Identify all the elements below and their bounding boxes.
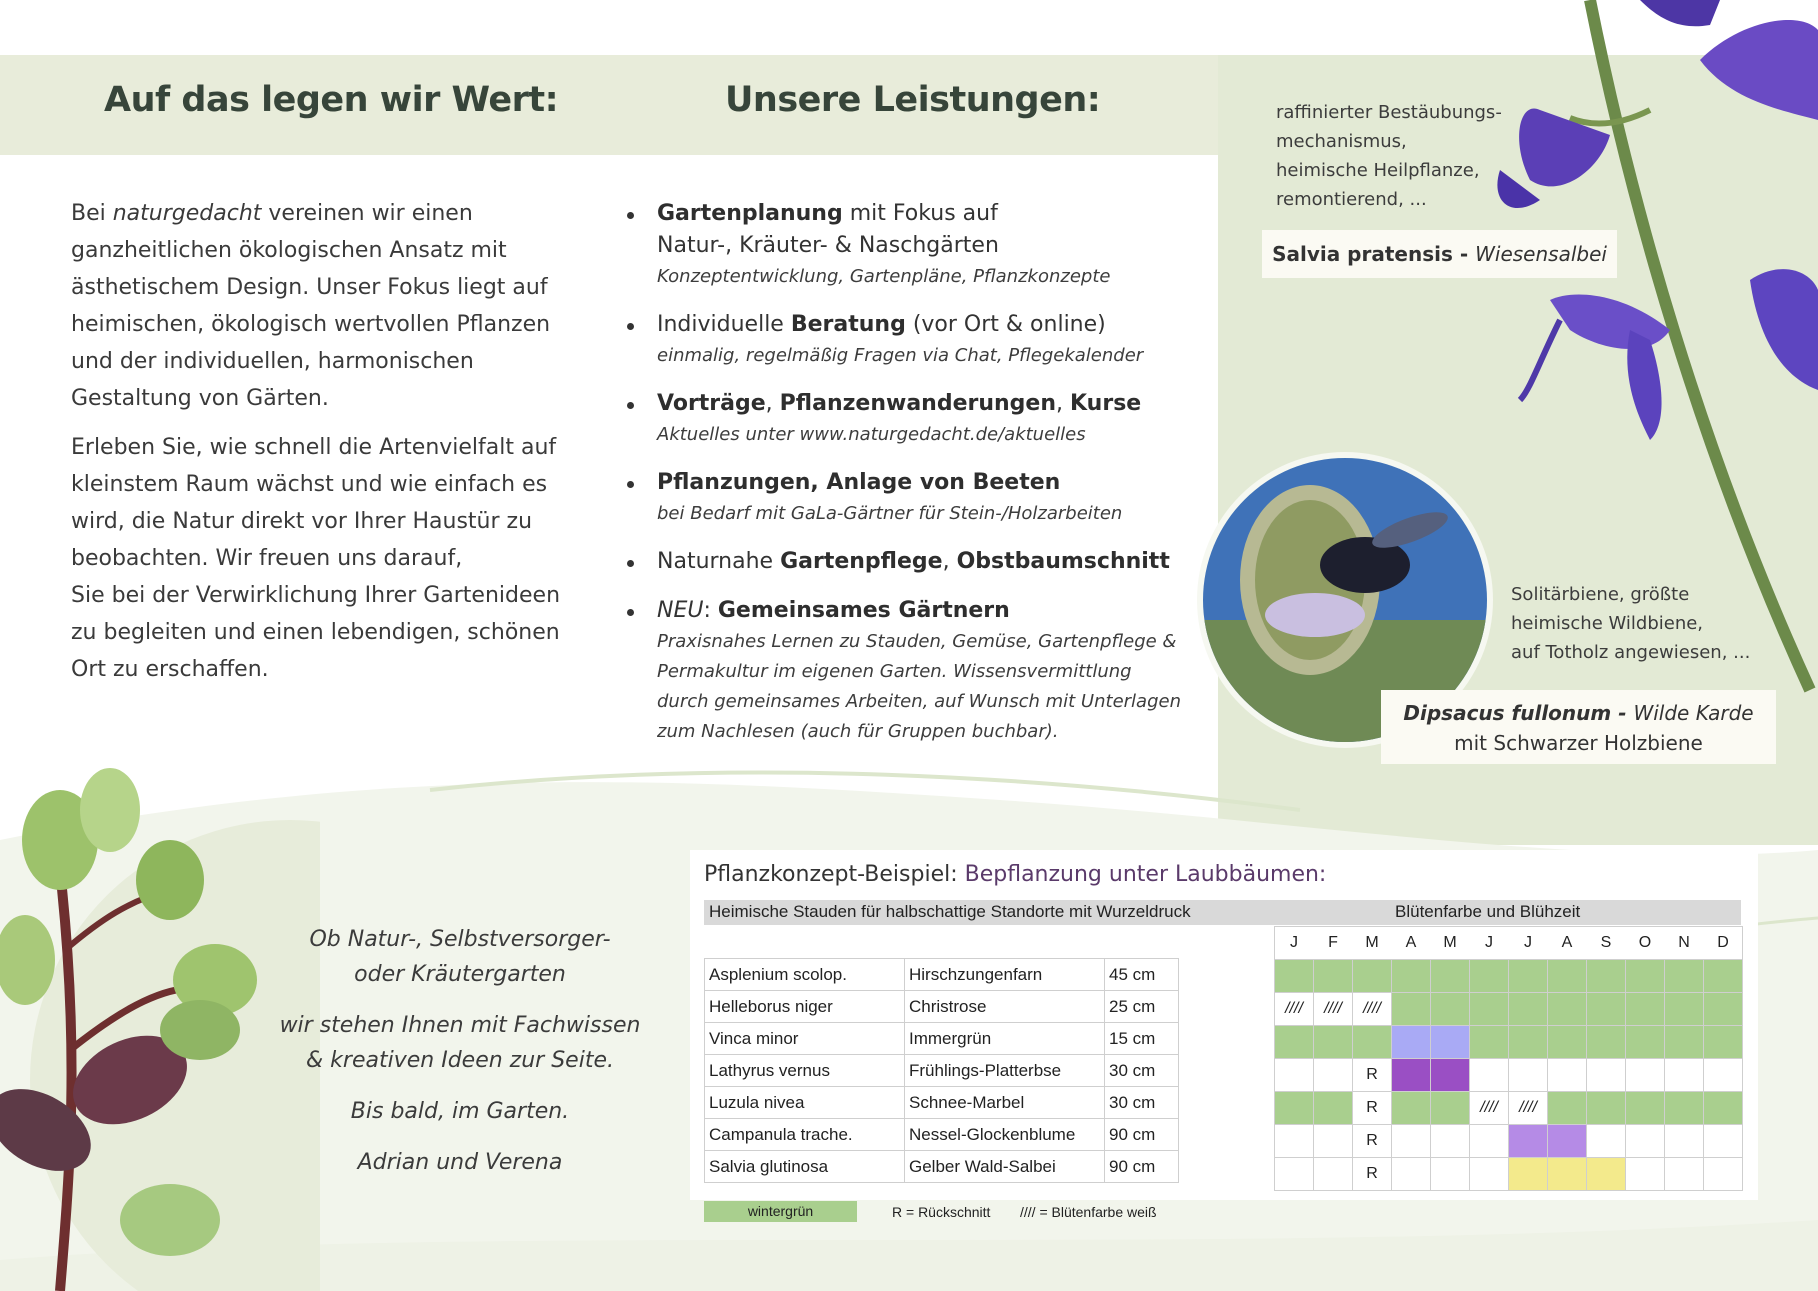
- service-item: [625, 198, 1185, 292]
- calendar-cell: [1704, 1026, 1742, 1058]
- service-title: Gartenplanung: [657, 201, 843, 226]
- calendar-cell: [1665, 1125, 1703, 1157]
- service-title: Kurse: [1070, 391, 1142, 416]
- calendar-cell: [1704, 1059, 1742, 1091]
- note-line: mechanismus,: [1276, 131, 1407, 152]
- values-heading: Auf das legen wir Wert:: [104, 80, 559, 120]
- table-cell-german: Frühlings-Platterbse: [905, 1055, 1105, 1087]
- table-row: [705, 991, 1179, 1023]
- calendar-cell: [1314, 1092, 1352, 1124]
- calendar-cell: [1704, 1158, 1742, 1190]
- calendar-cell: [1431, 1059, 1469, 1091]
- service-title: Pflanzenwanderungen: [779, 391, 1057, 416]
- calendar-cell: ////: [1470, 1092, 1508, 1124]
- calendar-cell: [1431, 1026, 1469, 1058]
- salvia-note: [1276, 98, 1502, 214]
- table-cell-height: 30 cm: [1105, 1087, 1179, 1119]
- table-cell-height: 25 cm: [1105, 991, 1179, 1023]
- table-cell-german: Christrose: [905, 991, 1105, 1023]
- calendar-cell: [1431, 960, 1469, 992]
- calendar-cell: [1704, 993, 1742, 1025]
- calendar-cell: [1392, 1092, 1430, 1124]
- legend-white: //// = Blütenfarbe weiß: [1020, 1204, 1157, 1220]
- calendar-cell: [1704, 1125, 1742, 1157]
- calendar-cell: [1548, 993, 1586, 1025]
- quote-paragraph: [270, 1008, 650, 1078]
- calendar-cell: [1665, 1158, 1703, 1190]
- calendar-cell: [1626, 993, 1664, 1025]
- month-header: [1274, 926, 1743, 960]
- month-label: S: [1587, 927, 1625, 959]
- calendar-cell: [1509, 1026, 1547, 1058]
- service-text: (vor Ort & online): [905, 312, 1106, 337]
- calendar-cell: [1470, 993, 1508, 1025]
- quote-line: & kreativen Ideen zur Seite.: [306, 1048, 614, 1073]
- calendar-cell: [1392, 1059, 1430, 1091]
- caption-line: mit Schwarzer Holzbiene: [1454, 731, 1703, 755]
- service-separator: :: [703, 598, 718, 623]
- quote-line: wir stehen Ihnen mit Fachwissen: [279, 1013, 641, 1038]
- calendar-cell: [1392, 1026, 1430, 1058]
- table-row: [705, 959, 1179, 991]
- calendar-cell: ////: [1314, 993, 1352, 1025]
- plant-table-body: [704, 958, 1179, 1183]
- plant-concept-title: [704, 862, 1326, 887]
- table-row: [705, 1119, 1179, 1151]
- calendar-cell: [1392, 993, 1430, 1025]
- calendar-cell: [1626, 960, 1664, 992]
- calendar-cell: [1548, 1092, 1586, 1124]
- table-row: [705, 1055, 1179, 1087]
- table-cell-height: 15 cm: [1105, 1023, 1179, 1055]
- calendar-cell: [1470, 1125, 1508, 1157]
- calendar-cell: [1587, 1092, 1625, 1124]
- calendar-cell: [1470, 960, 1508, 992]
- plant-table: [704, 958, 1179, 1183]
- intro-p2-rest: Sie bei der Verwirklichung Ihrer Gartenideen zu begleiten und einen lebendigen, schönen Ort zu erschaffen.: [71, 583, 561, 682]
- note-line: auf Totholz angewiesen, ...: [1511, 642, 1751, 663]
- services-list: [625, 198, 1185, 764]
- calendar-cell: [1470, 1059, 1508, 1091]
- intro-p1-start: Bei: [71, 201, 113, 226]
- caption-line: [1381, 698, 1776, 728]
- table-row: [705, 1087, 1179, 1119]
- table-cell-latin: Luzula nivea: [705, 1087, 905, 1119]
- table-cell-height: 90 cm: [1105, 1119, 1179, 1151]
- calendar-cell: [1431, 1158, 1469, 1190]
- note-line: heimische Wildbiene,: [1511, 613, 1704, 634]
- note-line: remontierend, ...: [1276, 189, 1427, 210]
- calendar-cell: [1626, 1026, 1664, 1058]
- service-title: Pflanzungen, Anlage von Beeten: [657, 470, 1061, 495]
- calendar-cell: [1626, 1158, 1664, 1190]
- table-cell-height: 30 cm: [1105, 1055, 1179, 1087]
- calendar-cell: [1275, 1059, 1313, 1091]
- intro-paragraph-2: [71, 429, 561, 688]
- month-label: F: [1314, 927, 1352, 959]
- title-topic: Bepflanzung unter Laubbäumen:: [964, 862, 1327, 887]
- intro-paragraph-1: [71, 195, 561, 417]
- table-cell-height: 45 cm: [1105, 959, 1179, 991]
- calendar-cell: [1509, 993, 1547, 1025]
- dipsacus-caption: [1381, 690, 1776, 764]
- service-title: Gartenpflege: [780, 549, 943, 574]
- table-row: [705, 1151, 1179, 1183]
- calendar-cell: [1548, 960, 1586, 992]
- calendar-cell: [1392, 1125, 1430, 1157]
- service-text: Natur-, Kräuter- & Naschgärten: [657, 233, 999, 258]
- service-item: [625, 467, 1185, 529]
- month-row: [1274, 926, 1743, 960]
- service-subtitle: Praxisnahes Lernen zu Stauden, Gemüse, Gartenpflege & Permakultur im eigenen Garten. Wissensvermittlung durch gemeinsames Arbeiten, auf Wunsch mit Unterlagen zum Nachlesen (auch für Gruppen buchbar).: [657, 631, 1181, 742]
- table-cell-german: Schnee-Marbel: [905, 1087, 1105, 1119]
- service-title: Gemeinsames Gärtnern: [717, 598, 1010, 623]
- calendar-grid: [1274, 959, 1743, 1191]
- service-separator: ,: [765, 391, 780, 416]
- calendar-cell: [1548, 1026, 1586, 1058]
- calendar-cell: [1314, 1158, 1352, 1190]
- quote-signature: Adrian und Verena: [357, 1150, 563, 1175]
- calendar-cell: [1587, 1158, 1625, 1190]
- calendar-cell: [1509, 1125, 1547, 1157]
- services-heading: Unsere Leistungen:: [725, 80, 1101, 120]
- calendar-cell: [1275, 1158, 1313, 1190]
- month-label: J: [1509, 927, 1547, 959]
- calendar-cell: [1275, 1125, 1313, 1157]
- common-name: Wilde Karde: [1633, 701, 1754, 725]
- calendar-cell: [1587, 960, 1625, 992]
- calendar-cell: [1470, 1026, 1508, 1058]
- service-item: [625, 388, 1185, 450]
- table-row: [705, 1023, 1179, 1055]
- month-label: D: [1704, 927, 1742, 959]
- latin-name: Salvia pratensis -: [1272, 242, 1476, 266]
- calendar-cell: [1275, 960, 1313, 992]
- calendar-cell: [1353, 960, 1391, 992]
- bloom-calendar: [1274, 959, 1743, 1191]
- calendar-cell: R: [1353, 1059, 1391, 1091]
- common-name: Wiesensalbei: [1475, 242, 1607, 266]
- calendar-cell: [1626, 1092, 1664, 1124]
- service-separator: ,: [1056, 391, 1071, 416]
- calendar-cell: [1626, 1059, 1664, 1091]
- calendar-cell: [1275, 1026, 1313, 1058]
- service-title: Vorträge: [657, 391, 766, 416]
- calendar-cell: [1665, 960, 1703, 992]
- month-label: J: [1470, 927, 1508, 959]
- service-subtitle: bei Bedarf mit GaLa-Gärtner für Stein-/Holzarbeiten: [657, 503, 1123, 524]
- calendar-cell: [1548, 1125, 1586, 1157]
- table-cell-german: Nessel-Glockenblume: [905, 1119, 1105, 1151]
- calendar-cell: [1587, 1059, 1625, 1091]
- calendar-cell: [1353, 1026, 1391, 1058]
- intro-text: [71, 195, 561, 700]
- table-cell-latin: Helleborus niger: [705, 991, 905, 1023]
- service-item: [625, 309, 1185, 371]
- legend-wintergreen: wintergrün: [704, 1201, 857, 1222]
- calendar-cell: [1314, 960, 1352, 992]
- calendar-cell: [1665, 1026, 1703, 1058]
- calendar-cell: [1587, 1125, 1625, 1157]
- month-label: A: [1548, 927, 1586, 959]
- salvia-caption: [1262, 230, 1617, 278]
- closing-quote: [270, 922, 650, 1196]
- note-line: raffinierter Bestäubungs-: [1276, 102, 1502, 123]
- table-cell-latin: Vinca minor: [705, 1023, 905, 1055]
- calendar-cell: [1587, 993, 1625, 1025]
- calendar-cell: [1392, 960, 1430, 992]
- table-cell-latin: Salvia glutinosa: [705, 1151, 905, 1183]
- service-subtitle: Konzeptentwicklung, Gartenpläne, Pflanzkonzepte: [657, 266, 1111, 287]
- intro-p2-start: Erleben Sie, wie schnell die Artenvielfalt auf kleinstem Raum wächst und wie einfach es wird, die Natur direkt vor Ihrer Haustür zu beobachten. Wir freuen uns darauf,: [71, 435, 557, 571]
- service-item: [625, 546, 1185, 578]
- table-cell-german: Hirschzungenfarn: [905, 959, 1105, 991]
- calendar-cell: R: [1353, 1158, 1391, 1190]
- calendar-cell: [1431, 993, 1469, 1025]
- calendar-cell: [1431, 1092, 1469, 1124]
- intro-p1-rest: vereinen wir einen ganzheitlichen ökologischen Ansatz mit ästhetischem Design. Unser Fokus liegt auf heimischen, ökologisch wertvollen Pflanzen und der individuellen, harmonischen Gestaltung von Gärten.: [71, 201, 551, 411]
- calendar-cell: [1548, 1158, 1586, 1190]
- calendar-cell: [1470, 1158, 1508, 1190]
- month-label: A: [1392, 927, 1430, 959]
- calendar-cell: ////: [1353, 993, 1391, 1025]
- month-label: O: [1626, 927, 1664, 959]
- table-cell-latin: Lathyrus vernus: [705, 1055, 905, 1087]
- calendar-cell: [1431, 1125, 1469, 1157]
- calendar-cell: [1587, 1026, 1625, 1058]
- service-separator: ,: [942, 549, 957, 574]
- table-cell-german: Gelber Wald-Salbei: [905, 1151, 1105, 1183]
- calendar-cell: [1626, 1125, 1664, 1157]
- quote-line: Ob Natur-, Selbstversorger-: [309, 927, 611, 952]
- quote-line: oder Kräutergarten: [354, 962, 566, 987]
- note-line: heimische Heilpflanze,: [1276, 160, 1480, 181]
- calendar-cell: [1314, 1059, 1352, 1091]
- calendar-cell: [1509, 960, 1547, 992]
- new-label: NEU: [657, 598, 704, 623]
- calendar-cell: [1704, 1092, 1742, 1124]
- calendar-cell: [1704, 960, 1742, 992]
- month-label: M: [1431, 927, 1469, 959]
- calendar-cell: [1665, 1059, 1703, 1091]
- table-cell-height: 90 cm: [1105, 1151, 1179, 1183]
- calendar-cell: [1509, 1059, 1547, 1091]
- table-header: Heimische Stauden für halbschattige Standorte mit Wurzeldruck: [709, 902, 1191, 921]
- chart-header: Blütenfarbe und Blühzeit: [1395, 902, 1581, 921]
- calendar-cell: [1665, 993, 1703, 1025]
- calendar-cell: [1548, 1059, 1586, 1091]
- service-title: Obstbaumschnitt: [956, 549, 1170, 574]
- service-item: [625, 595, 1185, 747]
- month-label: J: [1275, 927, 1313, 959]
- brand-name: naturgedacht: [112, 201, 262, 226]
- month-label: M: [1353, 927, 1391, 959]
- table-cell-latin: Campanula trache.: [705, 1119, 905, 1151]
- calendar-cell: [1275, 1092, 1313, 1124]
- calendar-cell: [1665, 1092, 1703, 1124]
- table-cell-german: Immergrün: [905, 1023, 1105, 1055]
- table-cell-latin: Asplenium scolop.: [705, 959, 905, 991]
- service-text: mit Fokus auf: [842, 201, 998, 226]
- calendar-cell: ////: [1509, 1092, 1547, 1124]
- calendar-cell: R: [1353, 1092, 1391, 1124]
- calendar-cell: [1314, 1026, 1352, 1058]
- month-label: N: [1665, 927, 1703, 959]
- service-title: Beratung: [790, 312, 906, 337]
- legend-cut: R = Rückschnitt: [892, 1204, 991, 1220]
- calendar-cell: [1392, 1158, 1430, 1190]
- service-text: Naturnahe: [657, 549, 781, 574]
- quote-line: Bis bald, im Garten.: [350, 1099, 570, 1124]
- service-text: Individuelle: [657, 312, 791, 337]
- service-subtitle: Aktuelles unter www.naturgedacht.de/aktuelles: [657, 424, 1086, 445]
- calendar-cell: [1314, 1125, 1352, 1157]
- service-subtitle: einmalig, regelmäßig Fragen via Chat, Pflegekalender: [657, 345, 1144, 366]
- calendar-cell: R: [1353, 1125, 1391, 1157]
- calendar-cell: ////: [1275, 993, 1313, 1025]
- latin-name: Dipsacus fullonum -: [1403, 701, 1634, 725]
- quote-paragraph: [270, 922, 650, 992]
- note-line: Solitärbiene, größte: [1511, 584, 1690, 605]
- calendar-cell: [1509, 1158, 1547, 1190]
- title-prefix: Pflanzkonzept-Beispiel:: [704, 862, 965, 887]
- dipsacus-note: [1511, 580, 1750, 667]
